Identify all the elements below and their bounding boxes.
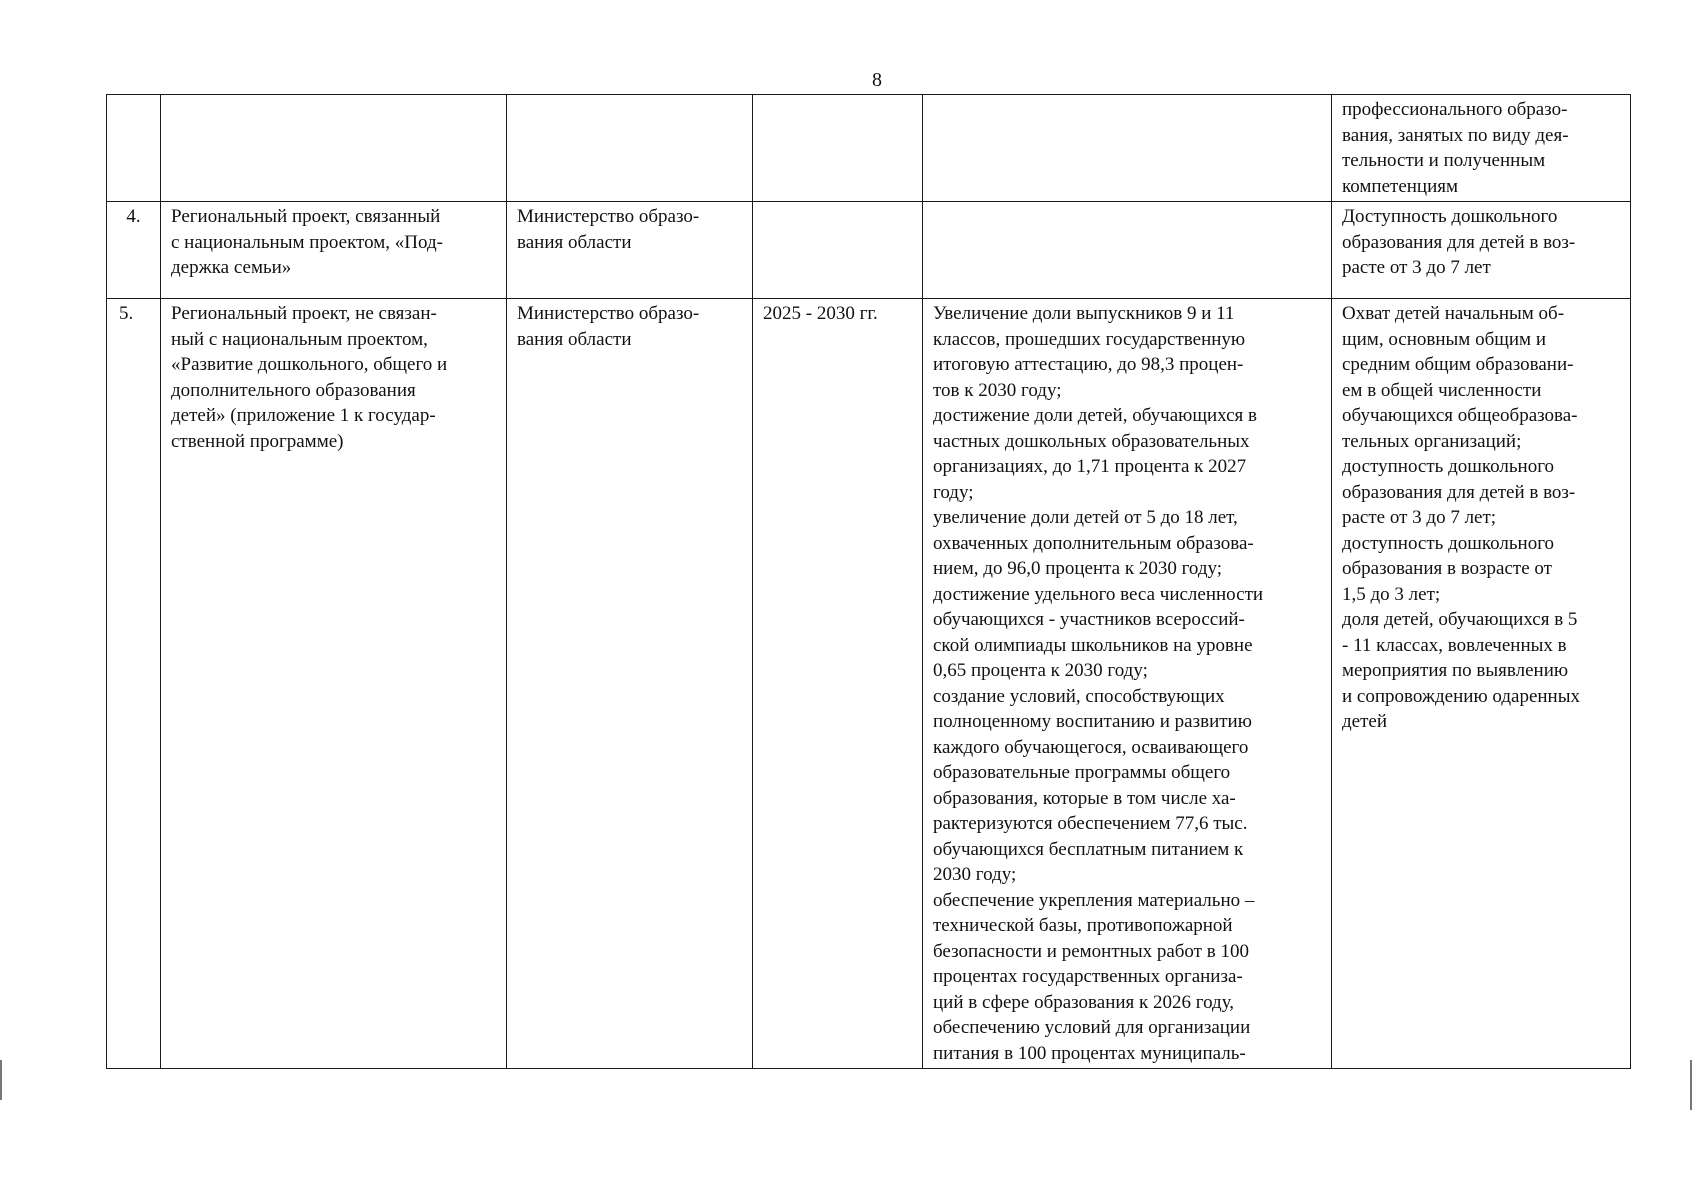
text-line: обеспечению условий для организации xyxy=(933,1017,1251,1038)
text-line: создание условий, способствующих xyxy=(933,685,1225,707)
responsible-cell xyxy=(507,95,753,202)
text-line: образования для детей в воз- xyxy=(1342,481,1576,503)
text-line: обучающихся бесплатным питанием к xyxy=(933,838,1244,860)
scan-edge-mark xyxy=(0,1060,2,1100)
table-row xyxy=(107,299,1631,1069)
text-line: безопасности и ремонтных работ в 100 xyxy=(933,940,1249,962)
text-line: процентах государственных организа- xyxy=(933,966,1243,987)
text-line: доступность дошкольного xyxy=(1342,532,1555,554)
text-line: питания в 100 процентах муниципаль- xyxy=(933,1042,1246,1064)
text-line: классов, прошедших государственную xyxy=(933,328,1246,350)
text-line: детей» (приложение 1 к государ- xyxy=(171,405,436,426)
text-line: вания области xyxy=(517,328,632,350)
row-number-cell: 5. xyxy=(107,299,161,1069)
text-line: охваченных дополнительным образова- xyxy=(933,532,1254,554)
responsible-cell xyxy=(507,299,753,1069)
text-line: доля детей, обучающихся в 5 xyxy=(1342,609,1578,630)
text-line: профессионального образо- xyxy=(1342,99,1568,120)
row-number-cell: 4. xyxy=(107,202,161,299)
text-line: вания, занятых по виду дея- xyxy=(1342,124,1569,146)
text-line: тельных организаций; xyxy=(1342,430,1522,452)
text-line: расте от 3 до 7 лет; xyxy=(1342,507,1497,528)
text-line: итоговую аттестацию, до 98,3 процен- xyxy=(933,354,1244,375)
text-line: - 11 классах, вовлеченных в xyxy=(1342,634,1567,656)
text-line: ный с национальным проектом, xyxy=(171,328,428,350)
tasks-cell xyxy=(923,202,1332,299)
project-name-cell xyxy=(161,95,507,202)
tasks-cell xyxy=(923,299,1332,1069)
text-line: держка семьи» xyxy=(171,257,292,278)
program-structure-table xyxy=(106,94,1631,1069)
text-line: полноценному воспитанию и развитию xyxy=(933,711,1252,732)
text-line: ций в сфере образования к 2026 году, xyxy=(933,991,1235,1013)
text-line: Региональный проект, связанный xyxy=(171,206,441,227)
period-cell xyxy=(753,202,923,299)
text-line: образования, которые в том числе ха- xyxy=(933,787,1236,809)
text-line: с национальным проектом, «Под- xyxy=(171,231,443,253)
text-line: расте от 3 до 7 лет xyxy=(1342,257,1491,278)
responsible-cell xyxy=(507,202,753,299)
text-line: обучающихся общеобразова- xyxy=(1342,405,1578,426)
project-name-cell xyxy=(161,299,507,1069)
tasks-cell xyxy=(923,95,1332,202)
text-line: технической базы, противопожарной xyxy=(933,915,1233,936)
text-line: образования для детей в воз- xyxy=(1342,231,1576,253)
table-row xyxy=(107,202,1631,299)
page-number: 8 xyxy=(872,69,882,91)
text-line: обеспечение укрепления материально – xyxy=(933,889,1255,911)
text-line: мероприятия по выявлению xyxy=(1342,660,1569,681)
text-line: ской олимпиады школьников на уровне xyxy=(933,634,1253,656)
scan-edge-mark xyxy=(1690,1060,1692,1110)
text-line: нием, до 96,0 процента к 2030 году; xyxy=(933,558,1223,579)
text-line: году; xyxy=(933,481,974,503)
text-line: Министерство образо- xyxy=(517,303,700,324)
text-line: Увеличение доли выпускников 9 и 11 xyxy=(933,303,1235,324)
text-line: и сопровождению одаренных xyxy=(1342,685,1580,707)
indicators-cell xyxy=(1332,95,1631,202)
text-line: ем в общей численности xyxy=(1342,379,1542,401)
text-line: детей xyxy=(1342,711,1388,732)
text-line: Охват детей начальным об- xyxy=(1342,303,1565,324)
text-line: рактеризуются обеспечением 77,6 тыс. xyxy=(933,813,1248,834)
indicators-cell xyxy=(1332,299,1631,1069)
text-line: тов к 2030 году; xyxy=(933,379,1062,401)
text-line: каждого обучающегося, осваивающего xyxy=(933,736,1249,758)
text-line: достижение удельного веса численности xyxy=(933,583,1264,605)
text-line: щим, основным общим и xyxy=(1342,328,1546,350)
text-line: 0,65 процента к 2030 году; xyxy=(933,660,1148,681)
text-line: «Развитие дошкольного, общего и xyxy=(171,354,448,375)
project-name-cell xyxy=(161,202,507,299)
text-line: дополнительного образования xyxy=(171,379,416,401)
text-line: образования в возрасте от xyxy=(1342,558,1552,579)
text-line: обучающихся - участников всероссий- xyxy=(933,609,1245,630)
text-line: ственной программе) xyxy=(171,430,344,452)
text-line: образовательные программы общего xyxy=(933,762,1231,783)
period-cell: 2025 - 2030 гг. xyxy=(753,299,923,1069)
text-line: Доступность дошкольного xyxy=(1342,206,1558,227)
text-line: компетенциям xyxy=(1342,175,1459,197)
period-cell xyxy=(753,95,923,202)
row-number-cell xyxy=(107,95,161,202)
text-line: Министерство образо- xyxy=(517,206,700,227)
text-line: тельности и полученным xyxy=(1342,150,1546,171)
text-line: организациях, до 1,71 процента к 2027 xyxy=(933,456,1247,477)
text-line: 1,5 до 3 лет; xyxy=(1342,583,1441,605)
text-line: вания области xyxy=(517,231,632,253)
text-line: достижение доли детей, обучающихся в xyxy=(933,405,1257,426)
indicators-cell xyxy=(1332,202,1631,299)
text-line: частных дошкольных образовательных xyxy=(933,430,1250,452)
text-line: Региональный проект, не связан- xyxy=(171,303,437,324)
text-line: доступность дошкольного xyxy=(1342,456,1555,477)
text-line: 2030 году; xyxy=(933,864,1017,885)
table-row xyxy=(107,95,1631,202)
text-line: средним общим образовани- xyxy=(1342,354,1574,375)
text-line: увеличение доли детей от 5 до 18 лет, xyxy=(933,507,1238,528)
